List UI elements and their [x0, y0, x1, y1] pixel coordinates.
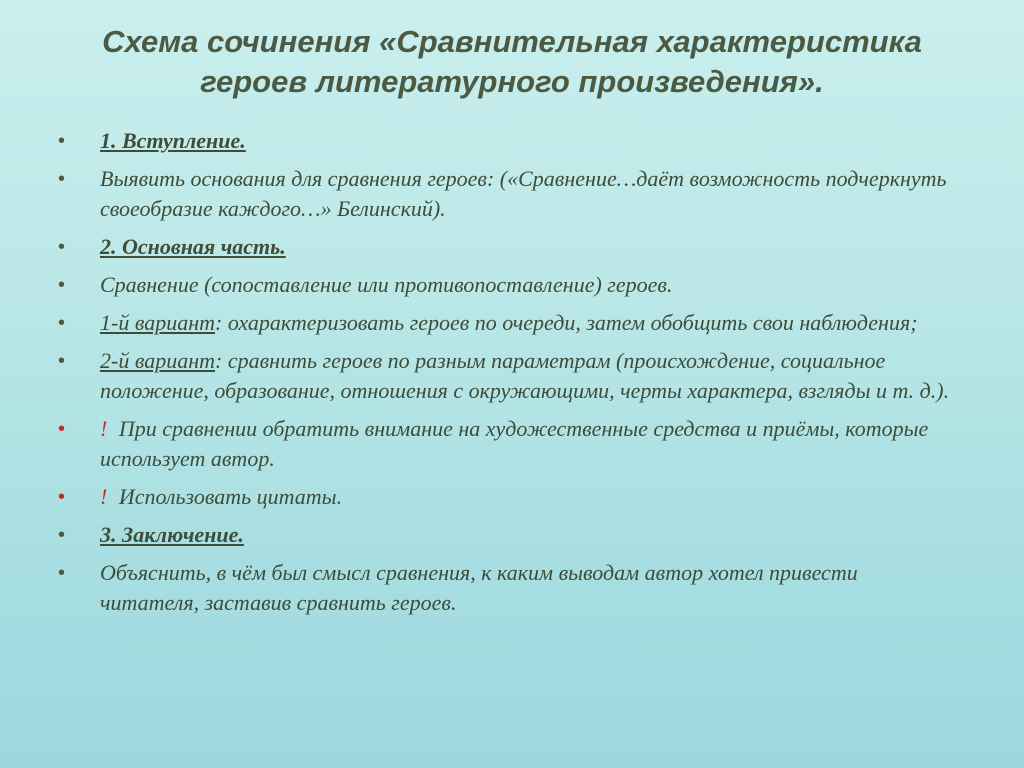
list-item-variant-2: [58, 346, 958, 406]
bullet-icon: •: [58, 312, 66, 334]
list-item: [58, 164, 958, 224]
list-item-text: [100, 346, 958, 406]
section-heading-main: 2. Основная часть.: [100, 234, 286, 259]
variant-label: 2-й вариант: [100, 348, 216, 373]
list-item-main-heading: [58, 232, 958, 262]
variant-text: : сравнить героев по разным параметрам (происхождение, социальное положение, образование, отношения с окружающими, черты характера, взгляды и т. д.).: [100, 348, 950, 403]
note-text: Использовать цитаты.: [113, 484, 343, 509]
bullet-icon: •: [58, 350, 66, 372]
list-item-text: [100, 414, 958, 474]
bullet-icon: •: [58, 562, 66, 584]
list-item-text: Сравнение (сопоставление или противопоставление) героев.: [100, 272, 673, 297]
bullet-icon: •: [58, 418, 66, 440]
slide-title: [40, 22, 984, 102]
section-heading-intro: 1. Вступление.: [100, 128, 246, 153]
slide-title-line1: Схема сочинения «Сравнительная характеристика: [102, 24, 922, 59]
exclamation-icon: !: [100, 484, 108, 509]
list-item-intro-heading: [58, 126, 958, 156]
list-item-text: [100, 482, 958, 512]
bullet-list: [58, 126, 958, 626]
variant-label: 1-й вариант: [100, 310, 216, 335]
bullet-icon: •: [58, 274, 66, 296]
list-item-variant-1: [58, 308, 958, 338]
exclamation-icon: !: [100, 416, 108, 441]
section-heading-conclusion: 3. Заключение.: [100, 522, 244, 547]
note-text: При сравнении обратить внимание на художественные средства и приёмы, которые использует автор.: [100, 416, 929, 471]
bullet-icon: •: [58, 130, 66, 152]
bullet-icon: •: [58, 486, 66, 508]
variant-text: : охарактеризовать героев по очереди, затем обобщить свои наблюдения;: [215, 310, 918, 335]
list-item: [58, 270, 958, 300]
list-item-conclusion-heading: [58, 520, 958, 550]
bullet-icon: •: [58, 168, 66, 190]
list-item: [58, 558, 958, 618]
list-item-note: [58, 482, 958, 512]
list-item-text: [100, 308, 958, 338]
list-item-text: Объяснить, в чём был смысл сравнения, к каким выводам автор хотел привести читателя, заставив сравнить героев.: [100, 560, 858, 615]
list-item-note: [58, 414, 958, 474]
list-item-text: Выявить основания для сравнения героев: («Сравнение…даёт возможность подчеркнуть своеобразие каждого…» Белинский).: [100, 166, 947, 221]
bullet-icon: •: [58, 236, 66, 258]
bullet-icon: •: [58, 524, 66, 546]
slide-title-line2: героев литературного произведения».: [200, 64, 824, 99]
